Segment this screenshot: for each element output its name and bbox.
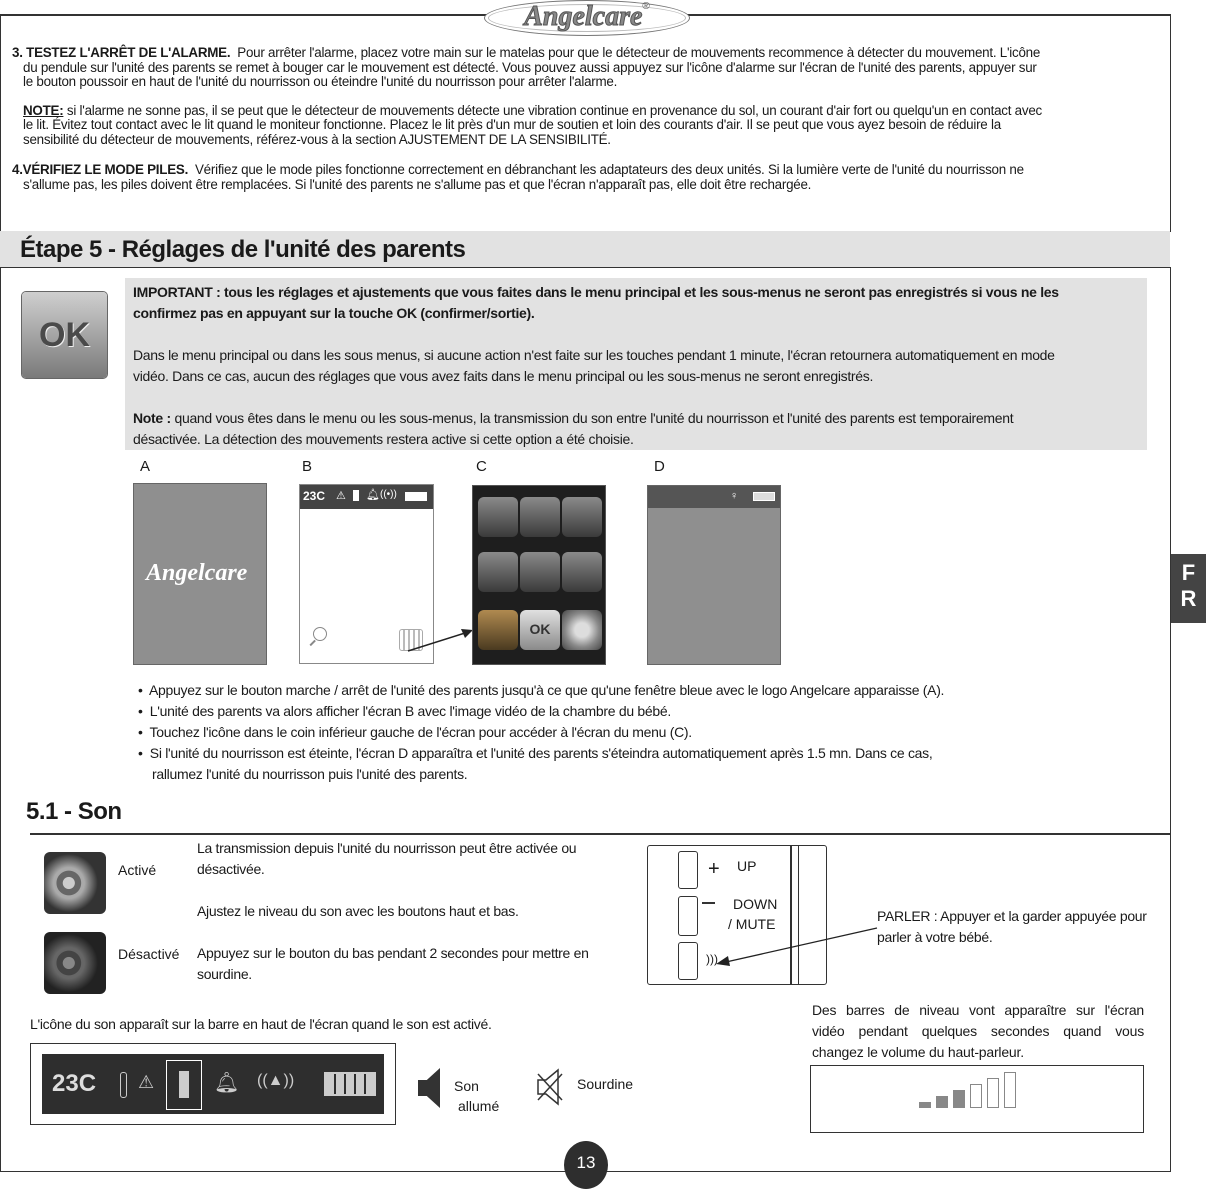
sound-inactive-label: Désactivé xyxy=(118,946,180,962)
son-on-label-1: Son xyxy=(454,1078,479,1094)
menu-ok-label: OK xyxy=(529,621,551,637)
up-label: UP xyxy=(737,858,757,874)
son-icon-note: L'icône du son apparaît sur la barre en haut de l'écran quand le son est activé. xyxy=(30,1016,492,1032)
bullet-item: • Si l'unité du nourrisson est éteinte, l'écran D apparaîtra et l'unité des parents s'éteindra automatiquement après 1.5 mn. Dans ce cas, xyxy=(138,745,933,761)
menu-ok-button[interactable] xyxy=(520,610,560,650)
screen-c-menu xyxy=(472,485,606,665)
talk-button[interactable] xyxy=(678,942,698,980)
level-bar-5 xyxy=(987,1078,999,1108)
plus-icon: + xyxy=(708,858,720,880)
screen-a-logo xyxy=(133,483,267,665)
bullet-item: • L'unité des parents va alors afficher l'écran B avec l'image vidéo de la chambre du bébé. xyxy=(138,703,671,719)
menu-thermometer-icon[interactable] xyxy=(562,552,602,592)
sound-off-icon xyxy=(44,932,106,994)
pendulum-icon: ⚠ xyxy=(336,490,346,502)
screen-label-a: A xyxy=(140,458,151,475)
step3-line3: le bouton poussoir en haut de l'unité du nourrisson ou éteindre l'unité du nourrisson pour arrêter l'alarme. xyxy=(23,74,618,89)
bullet-item: • Touchez l'icône dans le coin inférieur gauche de l'écran pour accéder à l'écran du menu (C). xyxy=(138,724,692,740)
talk-icon: ))) xyxy=(706,952,718,966)
down-label: DOWN xyxy=(733,896,778,912)
step4-line2: s'allume pas, les piles doivent être remplacées. Si l'unité des parents ne s'allume pas et que l'écran n'apparaît pas, elle doit être rechargée. xyxy=(23,176,812,192)
step3-title: 3. TESTEZ L'ARRÊT DE L'ALARME. xyxy=(12,45,231,60)
son-text-5: sourdine. xyxy=(197,966,252,982)
screen-d-off xyxy=(647,485,781,665)
menu-microphone-icon[interactable] xyxy=(478,552,518,592)
step3-line2: du pendule sur l'unité des parents se remet à bouger car le mouvement est détecté. Vous pouvez aussi appuyez sur l'icône d'alarme sur l'écran de l'unité des parents, appuyer sur xyxy=(23,59,1037,75)
language-tab-f: F xyxy=(1181,560,1196,585)
status-bar-illustration xyxy=(30,1043,396,1125)
screen-d-statusbar xyxy=(648,486,780,508)
son-on-label-2: allumé xyxy=(458,1098,500,1114)
pendulum-icon: ⚠ xyxy=(138,1072,155,1092)
screen-label-b: B xyxy=(302,458,313,475)
son-text-4: Appuyez sur le bouton du bas pendant 2 secondes pour mettre en xyxy=(197,945,589,961)
brand-reg: ® xyxy=(642,1,650,12)
thermometer-icon xyxy=(120,1072,127,1098)
step3-note-label: NOTE: xyxy=(23,102,64,118)
step3-note2: le lit. Évitez tout contact avec le lit quand le moniteur fonctionne. Placez le lit près d'un mur de soutien et loin des courants d'air. Il se peut que vous ayez besoin de réduire la xyxy=(23,117,1001,132)
important-line1: IMPORTANT : tous les réglages et ajustements que vous faites dans le menu principal et les sous-menus ne seront pas enregistrés si vous ne les xyxy=(133,284,1059,300)
language-tab xyxy=(1171,554,1206,623)
sound-active-label: Activé xyxy=(118,862,157,878)
step4-line1: Vérifiez que le mode piles fonctionne correctement en débranchant les adaptateurs des deux unités. Si la lumière verte de l'unité du nourrisson ne xyxy=(195,162,1024,177)
step5-title-bar xyxy=(0,231,1170,268)
important-para2: vidéo. Dans ce cas, aucun des réglages que vous avez faits dans le menu principal ou les sous-menus ne seront enregistrés. xyxy=(133,368,874,384)
level-bar-4 xyxy=(970,1084,982,1108)
menu-settings-gear-icon[interactable] xyxy=(562,610,602,650)
important-note1: quand vous êtes dans le menu ou les sous-menus, la transmission du son entre l'unité du nourrisson et l'unité des parents est temporairement xyxy=(174,410,1014,426)
brand-name: Angelcare xyxy=(524,1,643,32)
talk-text-1: PARLER : Appuyer et la garder appuyée pour xyxy=(877,908,1147,924)
screen-d-battery-icon xyxy=(753,492,775,501)
menu-video-icon[interactable] xyxy=(520,497,560,537)
ok-key-icon xyxy=(22,292,107,378)
talk-arrow xyxy=(712,920,882,970)
down-mute-button[interactable] xyxy=(678,896,698,936)
important-para1: Dans le menu principal ou dans les sous menus, si aucune action n'est faite sur les touches pendant 1 minute, l'écran retournera automatiquement en mode xyxy=(133,347,1055,363)
screen-label-c: C xyxy=(476,458,487,475)
mute-label: Sourdine xyxy=(577,1076,634,1092)
son-description xyxy=(197,838,637,985)
up-button[interactable] xyxy=(678,851,698,889)
step3-note1: si l'alarme ne sonne pas, il se peut que le détecteur de mouvements détecte une vibration continue en provenance du sol, un courant d'air fort ou quelqu'un en contact avec xyxy=(66,102,1042,118)
menu-motion-icon[interactable] xyxy=(562,497,602,537)
bars-text-1: Des barres de niveau vont apparaître sur l'écran xyxy=(812,1002,1144,1018)
step5-bullets xyxy=(138,680,1078,785)
bell-status-icon: 🔔︎ xyxy=(214,1072,240,1094)
arrow-b-to-c xyxy=(405,625,475,655)
mute-icon xyxy=(536,1068,564,1106)
talk-text-2: parler à votre bébé. xyxy=(877,929,993,945)
son-text-1: La transmission depuis l'unité du nourrisson peut être activée ou xyxy=(197,840,577,856)
screen-b-statusbar xyxy=(300,485,433,509)
bell-icon: 🔔︎ xyxy=(366,489,380,501)
speaker-icon xyxy=(353,490,359,501)
signal-status-icon: ((▲)) xyxy=(257,1072,295,1089)
son-title: 5.1 - Son xyxy=(26,798,122,825)
important-note-label: Note : xyxy=(133,410,171,426)
menu-sound-icon[interactable] xyxy=(478,497,518,537)
volume-level-display xyxy=(810,1065,1144,1133)
son-text-2: désactivée. xyxy=(197,861,265,877)
sound-on-icon xyxy=(44,852,106,914)
son-text-3: Ajustez le niveau du son avec les boutons haut et bas. xyxy=(197,903,519,919)
screen-label-d: D xyxy=(654,458,665,475)
level-bar-1 xyxy=(919,1102,931,1108)
step3-line1: Pour arrêter l'alarme, placez votre main sur le matelas pour que le détecteur de mouvements recommence à détecter du mouvement. L'icône xyxy=(237,45,1041,60)
level-bar-2 xyxy=(936,1096,948,1108)
step5-title: Étape 5 - Réglages de l'unité des parents xyxy=(20,236,466,263)
mute-label: / MUTE xyxy=(728,916,776,932)
status-bar-dark xyxy=(42,1054,384,1114)
screen-d-signal-icon: ♀ xyxy=(730,490,739,502)
signal-icon: ((•)) xyxy=(380,489,397,500)
important-line2: confirmez pas en appuyant sur la touche OK (confirmer/sortie). xyxy=(133,305,535,321)
speaker-status-icon xyxy=(179,1071,189,1098)
status-temp: 23C xyxy=(52,1070,97,1097)
step4-title: 4.VÉRIFIEZ LE MODE PILES. xyxy=(12,162,189,177)
son-on-label xyxy=(454,1076,499,1116)
bullet-item: • Appuyez sur le bouton marche / arrêt de l'unité des parents jusqu'à ce que qu'une fenêtre bleue avec le logo Angelcare apparaisse (A). xyxy=(138,682,945,698)
menu-pause-icon[interactable] xyxy=(520,552,560,592)
bullet-continuation: rallumez l'unité du nourrisson puis l'unité des parents. xyxy=(152,766,468,782)
ok-key-label: OK xyxy=(39,316,90,354)
page-number: 13 xyxy=(576,1153,596,1172)
level-bars-description xyxy=(812,1000,1144,1063)
level-bar-6 xyxy=(1004,1072,1016,1108)
language-tab-r: R xyxy=(1180,586,1197,611)
level-bar-3 xyxy=(953,1090,965,1108)
step3-block xyxy=(12,46,1162,192)
battery-status-icon xyxy=(324,1072,376,1096)
important-box xyxy=(125,278,1147,450)
important-note2: désactivée. La détection des mouvements restera active si cette option a été choisie. xyxy=(133,431,634,447)
talk-description xyxy=(877,906,1167,948)
zoom-icon[interactable] xyxy=(313,627,327,641)
bars-text-2: vidéo pendant quelques secondes quand vous xyxy=(812,1023,1144,1039)
menu-clock-icon[interactable] xyxy=(478,610,518,650)
page-number-badge xyxy=(564,1141,608,1189)
minus-icon xyxy=(702,902,715,904)
screen-b-temp: 23C xyxy=(303,489,326,503)
battery-icon xyxy=(405,492,427,501)
zoom-icon-handle xyxy=(309,640,315,646)
screen-a-brand: Angelcare xyxy=(146,560,248,586)
bars-text-3: changez le volume du haut-parleur. xyxy=(812,1044,1024,1060)
step3-note3: sensibilité du détecteur de mouvements, référez-vous à la section AJUSTEMENT DE LA SENSIBILITÉ. xyxy=(23,131,611,147)
